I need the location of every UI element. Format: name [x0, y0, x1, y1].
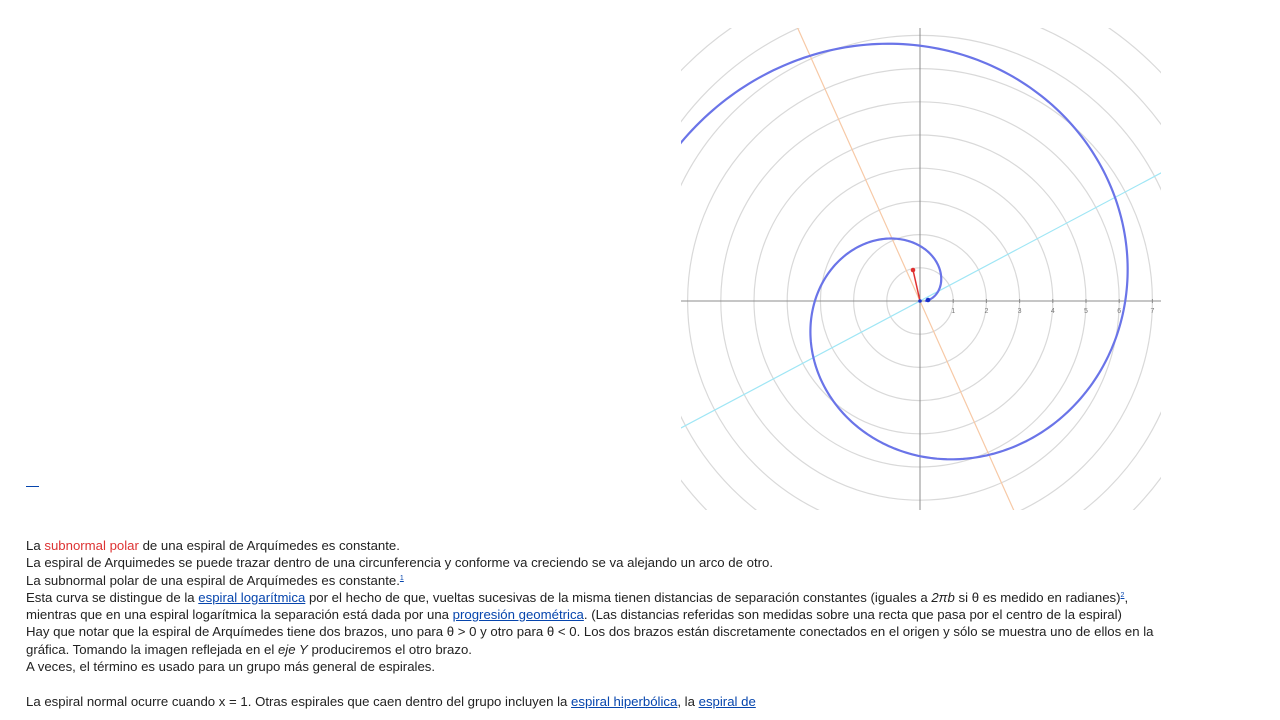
paragraph-subnormal-constant: [26, 572, 1280, 589]
grid-circle: [681, 28, 1161, 510]
grid-circle: [681, 35, 1161, 510]
radius-point: [911, 268, 916, 273]
grid-circle: [681, 28, 1161, 510]
x-axis-tick-label: 5: [1084, 308, 1088, 315]
archimedean-spiral-figure: [681, 28, 1161, 510]
x-axis-tick-label: 6: [1117, 308, 1122, 315]
origin-point: [918, 299, 922, 303]
hyperbolic-spiral-link[interactable]: espiral hiperbólica: [571, 693, 678, 709]
text: ,: [1124, 589, 1129, 605]
paragraph-logarithmic: [26, 589, 1280, 624]
text: produciremos el otro brazo.: [307, 641, 472, 657]
paragraph-circumference: La espiral de Arquimedes se puede trazar dentro de una circunferencia y conforme va creciendo se va alejando un arco de otro.: [26, 555, 774, 571]
text: , la: [677, 693, 699, 709]
text: Esta curva se distingue de la: [26, 589, 199, 605]
y-axis-term: eje Y: [277, 641, 308, 657]
x-axis-tick-label: 3: [1017, 308, 1022, 315]
article-body: [26, 537, 1280, 710]
text: de una espiral de Arquímedes es constante.: [138, 538, 400, 553]
text: por el hecho de que, vueltas sucesivas de la misma tienen distancias de separación constantes (iguales a: [305, 589, 932, 605]
text: gráfica. Tomando la imagen reflejada en el: [26, 641, 278, 657]
paragraph-subnormal: [26, 537, 1280, 554]
x-axis-tick-label: 7: [1150, 308, 1155, 315]
text: Hay que notar que la espiral de Arquímedes tiene dos brazos, uno para θ > 0 y otro para θ < 0. Los dos brazos están discretamente conectados en el origen y sólo se muestra uno de ellos en la: [26, 624, 1154, 640]
paragraph-spacer: [26, 675, 1280, 692]
reference-2-link[interactable]: 2: [1120, 591, 1125, 599]
text: . (Las distancias referidas son medidas sobre una recta que pasa por el centro de la espiral): [583, 607, 1122, 623]
x-axis-tick-label: 2: [984, 308, 989, 315]
formula: 2πb: [931, 589, 955, 605]
spiral-link[interactable]: espiral de: [698, 693, 756, 709]
x-axis-tick-label: 4: [1050, 308, 1055, 315]
text: La espiral normal ocurre cuando x = 1. Otras espirales que caen dentro del grupo incluyen la: [26, 693, 572, 709]
image-caption-link[interactable]: [26, 476, 39, 487]
spiral-curve: [681, 44, 1161, 510]
paragraph-general-group: A veces, el término es usado para un grupo más general de espirales.: [26, 659, 436, 675]
x-axis-tick-label: 1: [951, 308, 956, 315]
radius-vector: [913, 270, 920, 301]
text: La: [26, 538, 45, 553]
normal-line: [681, 28, 1161, 510]
geometric-progression-link[interactable]: progresión geométrica: [452, 607, 584, 623]
spiral-start-point: [926, 298, 931, 303]
paragraph-normal-spiral: [26, 693, 1280, 710]
text: La subnormal polar de una espiral de Arquímedes es constante.: [26, 572, 400, 588]
logarithmic-spiral-link[interactable]: espiral logarítmica: [198, 589, 306, 605]
reference-1-link[interactable]: 1: [399, 574, 404, 582]
spiral-plot: [681, 28, 1161, 510]
grid-circle: [681, 28, 1161, 510]
subnormal-polar-link[interactable]: subnormal polar: [44, 538, 139, 553]
grid-circle: [681, 28, 1161, 510]
text: mientras que en una espiral logarítmica la separación está dada por una: [26, 607, 453, 623]
text: si θ es medido en radianes): [954, 589, 1121, 605]
paragraph-two-arms: [26, 623, 1280, 658]
tangent-line: [681, 28, 1161, 510]
